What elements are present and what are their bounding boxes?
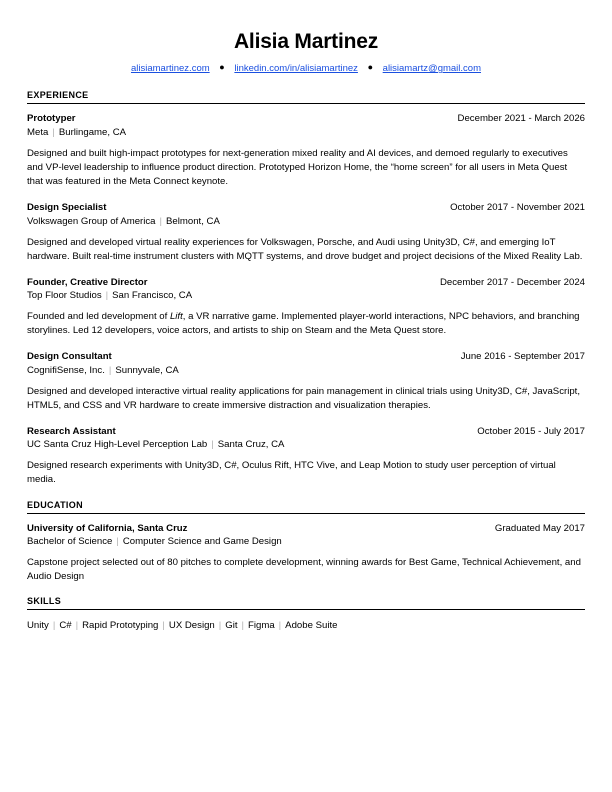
pipe-separator-icon: | (52, 126, 55, 138)
pipe-separator-icon: | (105, 290, 109, 302)
entry-location: Burlingame, CA (58, 126, 127, 138)
skill-item: Unity (27, 620, 49, 632)
skill-item: C# (59, 620, 72, 632)
entry-subline (27, 290, 585, 303)
description-part: , a VR narrative game. Implemented player-world interactions, NPC behaviors, and branching storylines. Led 12 developers, voice actors, and artists to ship on Steam and the Meta Quest store. (27, 311, 580, 337)
experience-entry (27, 426, 585, 488)
contact-separator-icon: ● (219, 62, 225, 73)
experience-entry (27, 351, 585, 413)
skills-list (27, 619, 585, 632)
entry-topline (27, 523, 585, 535)
entry-topline (27, 426, 585, 438)
resume-header (27, 30, 585, 74)
skill-item: UX Design (168, 620, 215, 632)
pipe-separator-icon: | (241, 620, 245, 632)
entry-subline (27, 365, 585, 378)
entry-role: Research Assistant (27, 425, 116, 437)
section-heading-education: EDUCATION (27, 500, 585, 514)
pipe-separator-icon: | (162, 620, 165, 632)
skill-item: Rapid Prototyping (82, 620, 159, 632)
section-heading-experience: EXPERIENCE (27, 90, 585, 104)
pipe-separator-icon: | (218, 620, 222, 632)
contact-line (27, 62, 585, 74)
pipe-separator-icon: | (52, 620, 56, 632)
entry-dates: October 2015 - July 2017 (477, 425, 585, 437)
pipe-separator-icon: | (75, 620, 79, 632)
section-heading-skills: SKILLS (27, 596, 585, 610)
entry-dates: October 2017 - November 2021 (450, 202, 585, 214)
entry-dates: June 2016 - September 2017 (460, 351, 585, 363)
education-entry (27, 523, 585, 585)
section-experience (27, 90, 585, 487)
skill-item: Adobe Suite (285, 620, 338, 632)
entry-description: Designed and built high-impact prototypes for next-generation mixed reality and AI devices, and demoed regularly to executives and VP-level leadership to influence product direction. Prototyped Horizon Home, the “home screen” for all users in Meta Quest that was featured in the Meta Connect keynote. (27, 147, 568, 188)
pipe-separator-icon: | (211, 439, 214, 451)
section-skills (27, 596, 585, 632)
entry-degree: Bachelor of Science (27, 536, 113, 548)
experience-entry (27, 113, 585, 189)
skill-item: Figma (248, 620, 275, 632)
entry-description (27, 310, 585, 338)
description-part: Founded and led development of (27, 311, 170, 323)
entry-dates: Graduated May 2017 (494, 522, 585, 534)
contact-separator-icon: ● (367, 62, 374, 73)
entry-topline (27, 277, 585, 289)
entry-role: Founder, Creative Director (27, 276, 148, 288)
entry-school: University of California, Santa Cruz (27, 522, 188, 534)
entry-role: Design Consultant (27, 351, 112, 363)
entry-company: UC Santa Cruz High-Level Perception Lab (27, 439, 208, 451)
entry-location: Sunnyvale, CA (115, 364, 179, 376)
entry-role: Design Specialist (27, 202, 107, 214)
pipe-separator-icon: | (278, 620, 282, 632)
section-education (27, 500, 585, 585)
entry-subline (27, 439, 585, 452)
entry-dates: December 2017 - December 2024 (439, 276, 585, 288)
experience-entry (27, 202, 585, 264)
entry-company: Meta (27, 126, 49, 138)
entry-company: Top Floor Studios (27, 290, 102, 302)
entry-role: Prototyper (27, 113, 76, 125)
entry-company: Volkswagen Group of America (27, 215, 156, 227)
pipe-separator-icon: | (108, 364, 112, 376)
entry-topline (27, 351, 585, 363)
contact-link-linkedin[interactable]: linkedin.com/in/alisiamartinez (234, 63, 358, 75)
pipe-separator-icon: | (159, 215, 163, 227)
entry-subline (27, 536, 585, 549)
entry-topline (27, 113, 585, 125)
experience-entry (27, 277, 585, 339)
entry-dates: December 2021 - March 2026 (457, 113, 585, 125)
entry-location: Santa Cruz, CA (217, 439, 285, 451)
contact-link-website[interactable]: alisiamartinez.com (130, 63, 210, 75)
pipe-separator-icon: | (116, 536, 119, 548)
entry-subline (27, 127, 585, 140)
contact-link-email[interactable]: alisiamartz@gmail.com (382, 63, 481, 75)
entry-description: Capstone project selected out of 80 pitches to complete development, winning awards for Best Game, Technical Achievement, and Audio Design (27, 556, 581, 583)
entry-subline (27, 216, 585, 229)
entry-description: Designed research experiments with Unity3D, C#, Oculus Rift, HTC Vive, and Leap Motion to study user perception of virtual media. (27, 460, 556, 486)
entry-company: CognifiSense, Inc. (27, 364, 105, 376)
entry-location: San Francisco, CA (112, 290, 193, 302)
skill-item: Git (225, 620, 238, 632)
entry-description: Designed and developed interactive virtual reality applications for pain management in clinical trials using Unity3D, C#, JavaScript, HTML5, and CSS and VR hardware to create immersive distraction and visualization therapies. (27, 385, 580, 411)
description-title-emphasis: Lift (169, 311, 183, 323)
entry-description: Designed and developed virtual reality experiences for Volkswagen, Porsche, and Audi using Unity3D, C#, and emerging IoT hardware. Built real-time instrument clusters with MQTT systems, and drove budget and project decisions of the Mixed Reality Lab. (27, 236, 583, 262)
page-title: Alisia Martinez (233, 30, 379, 53)
entry-major: Computer Science and Game Design (122, 536, 282, 548)
entry-topline (27, 202, 585, 214)
entry-location: Belmont, CA (166, 215, 220, 227)
